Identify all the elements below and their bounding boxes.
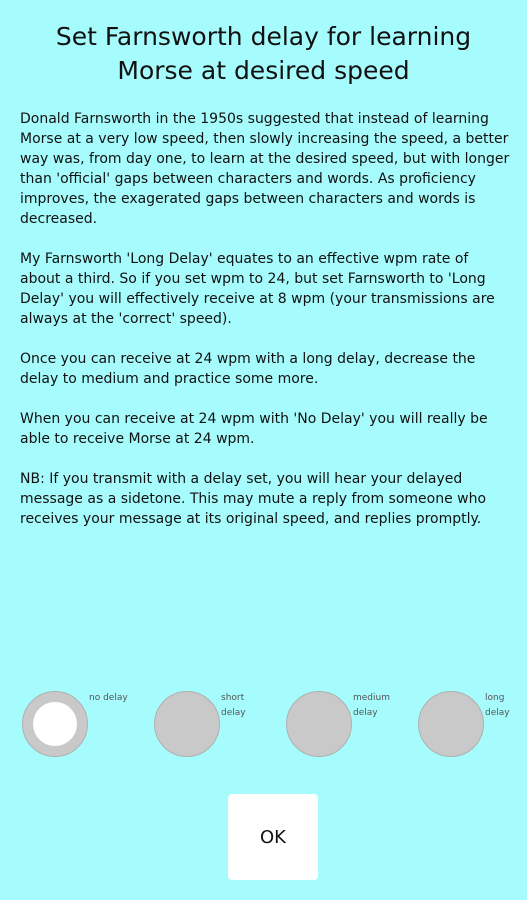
page-title-line-1: Set Farnsworth delay for learning	[55, 22, 472, 51]
radio-option-medium-delay[interactable]	[286, 691, 406, 761]
radio-button-no-delay[interactable]	[22, 691, 88, 757]
explanation-text	[20, 109, 510, 549]
radio-option-short-delay[interactable]	[154, 691, 274, 761]
paragraph-intro: Donald Farnsworth in the 1950s suggested that instead of learning Morse at a very low speed, then slowly increasing the speed, a better way was, from day one, to learn at the desired speed, but with longer than 'official' gaps between characters and words. As proficiency improves, the exagerated gaps between characters and words is decreased.	[20, 111, 510, 227]
radio-button-medium-delay[interactable]	[286, 691, 352, 757]
ok-button[interactable]: OK	[228, 794, 318, 880]
radio-button-long-delay[interactable]	[418, 691, 484, 757]
paragraph-no-delay: When you can receive at 24 wpm with 'No Delay' you will really be able to receive Morse at 24 wpm.	[20, 411, 488, 447]
paragraph-note: NB: If you transmit with a delay set, you will hear your delayed message as a sidetone. This may mute a reply from someone who receives your message at its original speed, and replies promptly.	[20, 471, 487, 527]
radio-label-short-delay: short delay	[221, 693, 246, 718]
radio-option-no-delay[interactable]	[22, 691, 142, 761]
radio-option-long-delay[interactable]	[418, 691, 523, 761]
radio-label-long-delay: long delay	[485, 693, 510, 718]
radio-label-no-delay: no delay	[89, 693, 128, 703]
paragraph-medium-delay: Once you can receive at 24 wpm with a long delay, decrease the delay to medium and practice some more.	[20, 351, 476, 387]
radio-button-short-delay[interactable]	[154, 691, 220, 757]
page-title-line-2: Morse at desired speed	[117, 56, 410, 85]
radio-label-medium-delay: medium delay	[353, 693, 390, 718]
page-title	[0, 20, 527, 88]
radio-selected-dot	[33, 702, 77, 746]
paragraph-long-delay: My Farnsworth 'Long Delay' equates to an effective wpm rate of about a third. So if you set wpm to 24, but set Farnsworth to 'Long Delay' you will effectively receive at 8 wpm (your transmissions are always at the 'correct' speed).	[20, 251, 495, 327]
